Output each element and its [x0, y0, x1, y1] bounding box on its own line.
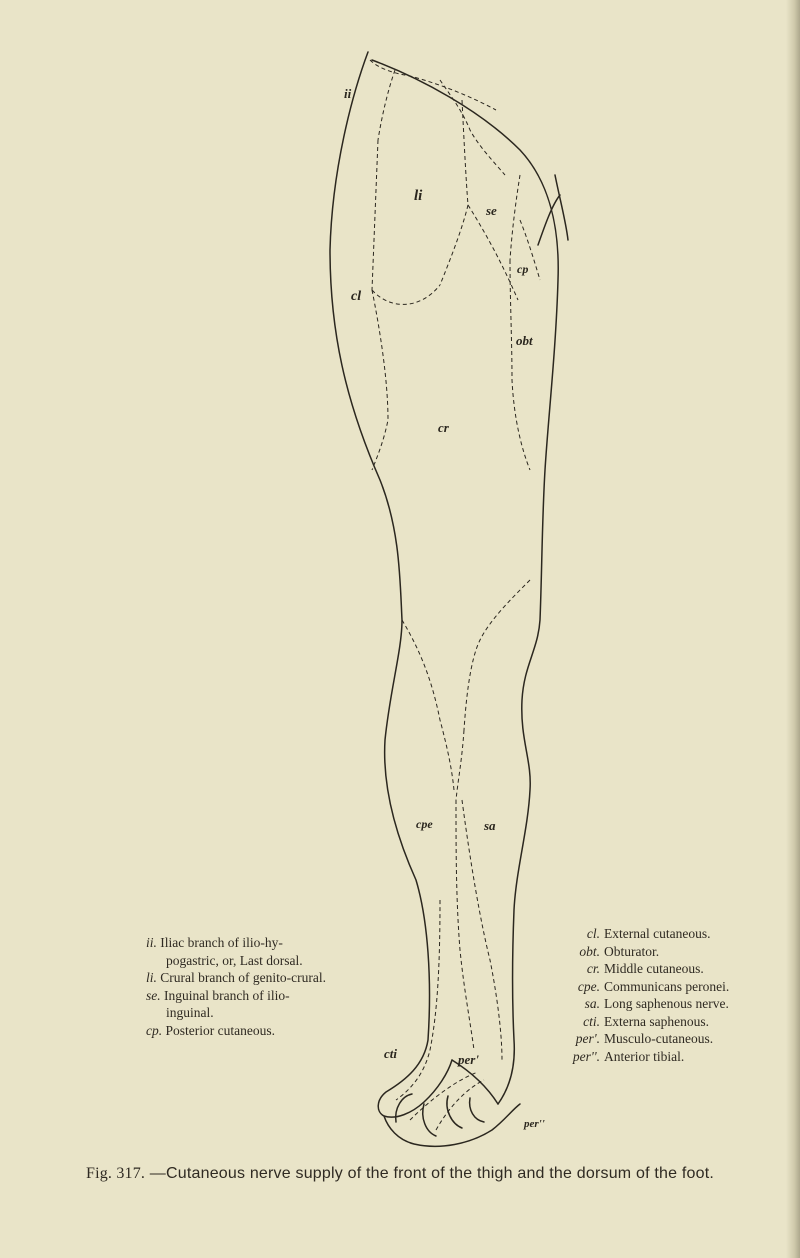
label-cti: cti: [384, 1046, 397, 1061]
legend-right-item: cti. Externa saphenous.: [583, 1013, 709, 1029]
figure-caption: [0, 1165, 800, 1183]
legend-right-item: obt. Obturator.: [579, 943, 660, 959]
nerve-boundaries: [370, 60, 540, 1130]
legend-right-item: cl. External cutaneous.: [586, 926, 711, 941]
label-ii: ii: [344, 86, 352, 101]
label-cpe: cpe: [416, 817, 433, 831]
label-li: li: [414, 188, 423, 204]
leg-outline: [330, 52, 568, 1146]
label-per1: per': [458, 1052, 479, 1067]
figure-number: Fig. 317.: [85, 1165, 146, 1182]
label-cp: cp: [517, 262, 529, 276]
legend-right-item: cr. Middle cutaneous.: [586, 961, 704, 976]
label-cl: cl: [351, 289, 362, 304]
legend-left-item: li. Crural branch of genito-crural.: [146, 970, 326, 985]
label-cr: cr: [438, 420, 449, 435]
legend-right-item: cpe. Communicans peronei.: [577, 978, 730, 994]
label-sa: sa: [484, 818, 496, 833]
legend-right-item: sa. Long saphenous nerve.: [584, 996, 729, 1011]
legend-left-item: ii. Iliac branch of ilio-hy-pogastric, or, Last dorsal.: [146, 935, 303, 968]
legend-left-item: se. Inguinal branch of ilio-inguinal.: [146, 987, 290, 1020]
label-obt: obt: [516, 333, 533, 348]
label-per2: per'': [524, 1118, 545, 1130]
legend-right-item: per''. Anterior tibial.: [572, 1048, 685, 1064]
legend-right-item: per'. Musculo-cutaneous.: [575, 1031, 714, 1046]
label-se: se: [486, 203, 497, 218]
legend-right: [567, 925, 797, 1065]
legend-left: [146, 934, 326, 1039]
caption-text: —Cutaneous nerve supply of the front of the thigh and the dorsum of the foot.: [149, 1165, 714, 1182]
legend-left-item: cp. Posterior cutaneous.: [146, 1022, 275, 1038]
